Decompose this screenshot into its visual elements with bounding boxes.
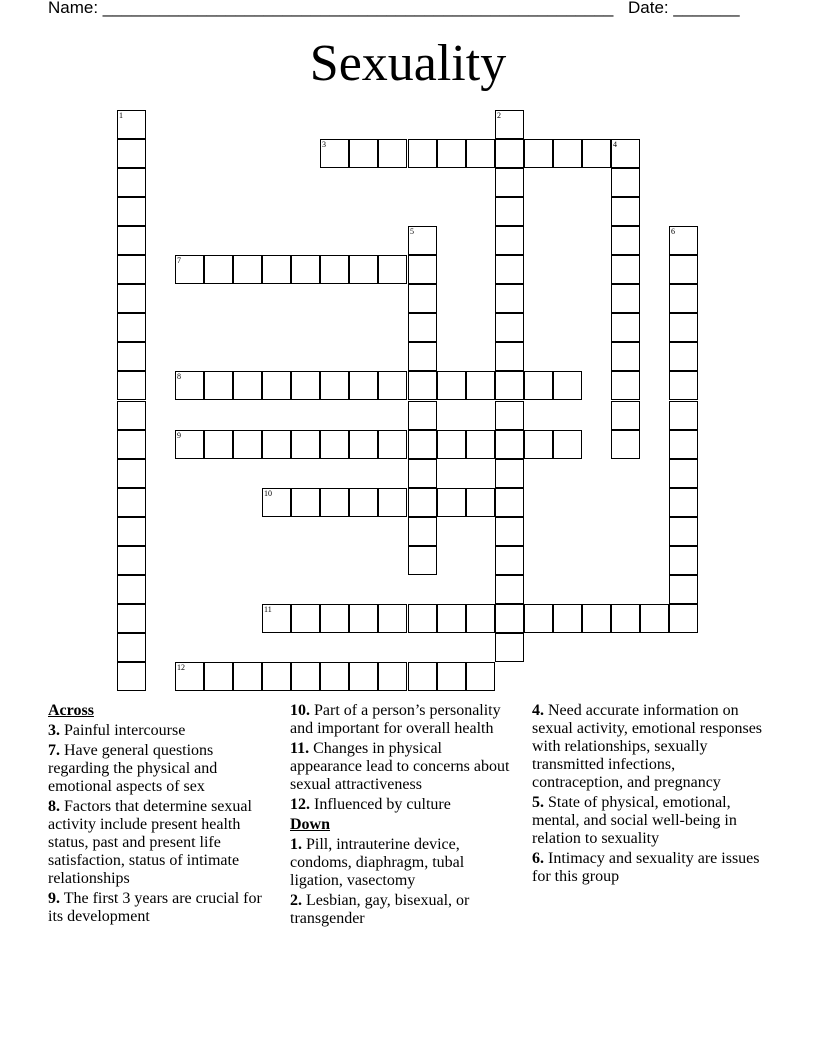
crossword-cell[interactable] <box>437 662 466 691</box>
crossword-cell[interactable] <box>582 139 611 168</box>
crossword-cell[interactable] <box>553 371 582 400</box>
crossword-cell[interactable] <box>611 604 640 633</box>
crossword-cell[interactable] <box>291 662 320 691</box>
crossword-cell[interactable] <box>117 430 146 459</box>
crossword-cell[interactable] <box>378 430 407 459</box>
crossword-cell[interactable] <box>495 401 524 430</box>
clues-column-1 <box>48 702 276 928</box>
header <box>48 0 768 20</box>
crossword-cell[interactable] <box>233 255 262 284</box>
crossword-cell[interactable] <box>349 139 378 168</box>
crossword-cell[interactable] <box>524 604 553 633</box>
clue-across-3: 3. Painful intercourse <box>48 722 186 739</box>
crossword-cell[interactable] <box>262 488 291 517</box>
crossword-cell[interactable] <box>378 139 407 168</box>
clue-number: 7 <box>177 256 181 265</box>
clue-down-2: 2. Lesbian, gay, bisexual, or transgender <box>290 892 470 927</box>
crossword-cell[interactable] <box>553 139 582 168</box>
crossword-cell[interactable] <box>524 139 553 168</box>
crossword-cell[interactable] <box>291 430 320 459</box>
crossword-cell[interactable] <box>175 255 204 284</box>
clue-number: 10 <box>264 489 272 498</box>
crossword-cell[interactable] <box>466 662 495 691</box>
crossword-cell[interactable] <box>320 371 349 400</box>
crossword-cell[interactable] <box>117 168 146 197</box>
crossword-cell[interactable] <box>408 313 437 342</box>
crossword-cell[interactable] <box>378 488 407 517</box>
clue-number: 3 <box>322 140 326 149</box>
crossword-cell[interactable] <box>117 633 146 662</box>
crossword-cell[interactable] <box>408 371 437 400</box>
crossword-cell[interactable] <box>669 488 698 517</box>
clue-number: 9 <box>177 431 181 440</box>
name-field-label: Name: ______________________________________________________ <box>48 0 614 17</box>
crossword-cell[interactable] <box>408 226 437 255</box>
crossword-cell[interactable] <box>553 604 582 633</box>
crossword-cell[interactable] <box>611 226 640 255</box>
crossword-cell[interactable] <box>117 110 146 139</box>
clue-across-12: 12. Influenced by culture <box>290 796 451 813</box>
crossword-cell[interactable] <box>117 401 146 430</box>
crossword-cell[interactable] <box>437 604 466 633</box>
crossword-cell[interactable] <box>117 488 146 517</box>
crossword-cell[interactable] <box>437 488 466 517</box>
down-heading: Down <box>290 816 331 833</box>
crossword-cell[interactable] <box>669 371 698 400</box>
crossword-cell[interactable] <box>495 575 524 604</box>
crossword-cell[interactable] <box>437 371 466 400</box>
crossword-cell[interactable] <box>408 459 437 488</box>
crossword-cell[interactable] <box>669 226 698 255</box>
crossword-cell[interactable] <box>408 430 437 459</box>
crossword-cell[interactable] <box>669 517 698 546</box>
crossword-cell[interactable] <box>466 430 495 459</box>
crossword-cell[interactable] <box>117 197 146 226</box>
crossword-cell[interactable] <box>233 371 262 400</box>
crossword-cell[interactable] <box>495 313 524 342</box>
crossword-cell[interactable] <box>582 604 611 633</box>
crossword-cell[interactable] <box>117 342 146 371</box>
crossword-cell[interactable] <box>291 604 320 633</box>
crossword-cell[interactable] <box>408 255 437 284</box>
crossword-cell[interactable] <box>117 313 146 342</box>
crossword-cell[interactable] <box>611 255 640 284</box>
across-heading: Across <box>48 702 94 719</box>
clue-number: 6 <box>671 227 675 236</box>
crossword-cell[interactable] <box>466 139 495 168</box>
crossword-cell[interactable] <box>495 371 524 400</box>
crossword-cell[interactable] <box>466 371 495 400</box>
crossword-cell[interactable] <box>117 517 146 546</box>
crossword-cell[interactable] <box>117 284 146 313</box>
crossword-cell[interactable] <box>204 430 233 459</box>
crossword-cell[interactable] <box>378 255 407 284</box>
crossword-cell[interactable] <box>495 604 524 633</box>
crossword-cell[interactable] <box>495 342 524 371</box>
crossword-cell[interactable] <box>175 662 204 691</box>
crossword-cell[interactable] <box>349 430 378 459</box>
crossword-cell[interactable] <box>611 197 640 226</box>
crossword-cell[interactable] <box>495 255 524 284</box>
clue-across-8: 8. Factors that determine sexual activity include present health status, past and present life satisfaction, status of intimate relationships <box>48 798 252 887</box>
crossword-cell[interactable] <box>349 604 378 633</box>
crossword-cell[interactable] <box>291 488 320 517</box>
clue-number: 8 <box>177 372 181 381</box>
crossword-cell[interactable] <box>262 604 291 633</box>
crossword-cell[interactable] <box>291 255 320 284</box>
crossword-cell[interactable] <box>611 371 640 400</box>
crossword-cell[interactable] <box>611 284 640 313</box>
crossword-cell[interactable] <box>262 255 291 284</box>
crossword-cell[interactable] <box>117 546 146 575</box>
crossword-cell[interactable] <box>320 488 349 517</box>
clue-number: 2 <box>497 111 501 120</box>
crossword-cell[interactable] <box>611 401 640 430</box>
crossword-cell[interactable] <box>117 371 146 400</box>
crossword-cell[interactable] <box>495 226 524 255</box>
clue-down-1: 1. Pill, intrauterine device, condoms, diaphragm, tubal ligation, vasectomy <box>290 836 465 889</box>
crossword-cell[interactable] <box>408 517 437 546</box>
crossword-cell[interactable] <box>669 284 698 313</box>
crossword-cell[interactable] <box>262 371 291 400</box>
crossword-cell[interactable] <box>262 430 291 459</box>
crossword-cell[interactable] <box>117 139 146 168</box>
crossword-cell[interactable] <box>117 575 146 604</box>
crossword-cell[interactable] <box>437 430 466 459</box>
crossword-cell[interactable] <box>611 313 640 342</box>
crossword-cell[interactable] <box>117 604 146 633</box>
crossword-cell[interactable] <box>495 110 524 139</box>
date-field-label: Date: _______ <box>628 0 740 17</box>
crossword-cell[interactable] <box>262 662 291 691</box>
crossword-cell[interactable] <box>495 197 524 226</box>
clue-number: 5 <box>410 227 414 236</box>
crossword-cell[interactable] <box>204 255 233 284</box>
crossword-cell[interactable] <box>495 168 524 197</box>
crossword-cell[interactable] <box>204 371 233 400</box>
crossword-cell[interactable] <box>669 430 698 459</box>
crossword-cell[interactable] <box>669 255 698 284</box>
crossword-cell[interactable] <box>495 633 524 662</box>
clue-number: 4 <box>613 140 617 149</box>
crossword-cell[interactable] <box>495 488 524 517</box>
clue-down-5: 5. State of physical, emotional, mental, and social well-being in relation to sexuality <box>532 794 737 847</box>
crossword-cell[interactable] <box>233 662 262 691</box>
crossword-cell[interactable] <box>611 139 640 168</box>
crossword-cell[interactable] <box>524 371 553 400</box>
crossword-cell[interactable] <box>495 546 524 575</box>
crossword-cell[interactable] <box>408 401 437 430</box>
clue-across-9: 9. The first 3 years are crucial for its development <box>48 890 262 925</box>
crossword-cell[interactable] <box>378 604 407 633</box>
crossword-cell[interactable] <box>669 546 698 575</box>
crossword-cell[interactable] <box>349 662 378 691</box>
crossword-cell[interactable] <box>611 430 640 459</box>
crossword-cell[interactable] <box>669 401 698 430</box>
crossword-cell[interactable] <box>320 139 349 168</box>
clue-down-4: 4. Need accurate information on sexual activity, emotional responses with relationships, sexually transmitted infections, contraception, and pregnancy <box>532 702 763 791</box>
crossword-cell[interactable] <box>669 604 698 633</box>
crossword-cell[interactable] <box>611 342 640 371</box>
crossword-cell[interactable] <box>175 430 204 459</box>
crossword-cell[interactable] <box>495 517 524 546</box>
crossword-cell[interactable] <box>320 255 349 284</box>
crossword-cell[interactable] <box>408 604 437 633</box>
crossword-cell[interactable] <box>320 604 349 633</box>
crossword-cell[interactable] <box>495 459 524 488</box>
crossword-cell[interactable] <box>117 255 146 284</box>
crossword-cell[interactable] <box>495 430 524 459</box>
crossword-cell[interactable] <box>117 226 146 255</box>
clue-down-6: 6. Intimacy and sexuality are issues for this group <box>532 850 760 885</box>
crossword-cell[interactable] <box>669 342 698 371</box>
clue-across-11: 11. Changes in physical appearance lead to concerns about sexual attractiveness <box>290 740 510 793</box>
crossword-cell[interactable] <box>408 139 437 168</box>
crossword-cell[interactable] <box>408 488 437 517</box>
clue-number: 1 <box>119 111 123 120</box>
crossword-cell[interactable] <box>320 430 349 459</box>
crossword-cell[interactable] <box>175 371 204 400</box>
crossword-cell[interactable] <box>669 313 698 342</box>
clues-column-3 <box>532 702 768 888</box>
crossword-cell[interactable] <box>408 546 437 575</box>
crossword-cell[interactable] <box>349 255 378 284</box>
clue-across-10: 10. Part of a person’s personality and important for overall health <box>290 702 501 737</box>
crossword-cell[interactable] <box>640 604 669 633</box>
crossword-cell[interactable] <box>408 342 437 371</box>
crossword-cell[interactable] <box>117 459 146 488</box>
crossword-cell[interactable] <box>524 430 553 459</box>
crossword-cell[interactable] <box>233 430 262 459</box>
clue-number: 11 <box>264 605 272 614</box>
crossword-cell[interactable] <box>291 371 320 400</box>
crossword-cell[interactable] <box>553 430 582 459</box>
crossword-cell[interactable] <box>349 371 378 400</box>
crossword-cell[interactable] <box>669 575 698 604</box>
crossword-cell[interactable] <box>408 662 437 691</box>
crossword-cell[interactable] <box>669 459 698 488</box>
crossword-cell[interactable] <box>495 139 524 168</box>
clue-across-7: 7. Have general questions regarding the physical and emotional aspects of sex <box>48 742 218 795</box>
crossword-cell[interactable] <box>378 662 407 691</box>
crossword-cell[interactable] <box>117 662 146 691</box>
clue-number: 12 <box>177 663 185 672</box>
clues-column-2 <box>290 702 515 930</box>
crossword-cell[interactable] <box>408 284 437 313</box>
crossword-cell[interactable] <box>466 488 495 517</box>
crossword-cell[interactable] <box>204 662 233 691</box>
crossword-cell[interactable] <box>495 284 524 313</box>
crossword-cell[interactable] <box>466 604 495 633</box>
crossword-cell[interactable] <box>320 662 349 691</box>
crossword-cell[interactable] <box>437 139 466 168</box>
crossword-cell[interactable] <box>611 168 640 197</box>
crossword-cell[interactable] <box>349 488 378 517</box>
page-title: Sexuality <box>309 35 507 92</box>
crossword-cell[interactable] <box>378 371 407 400</box>
